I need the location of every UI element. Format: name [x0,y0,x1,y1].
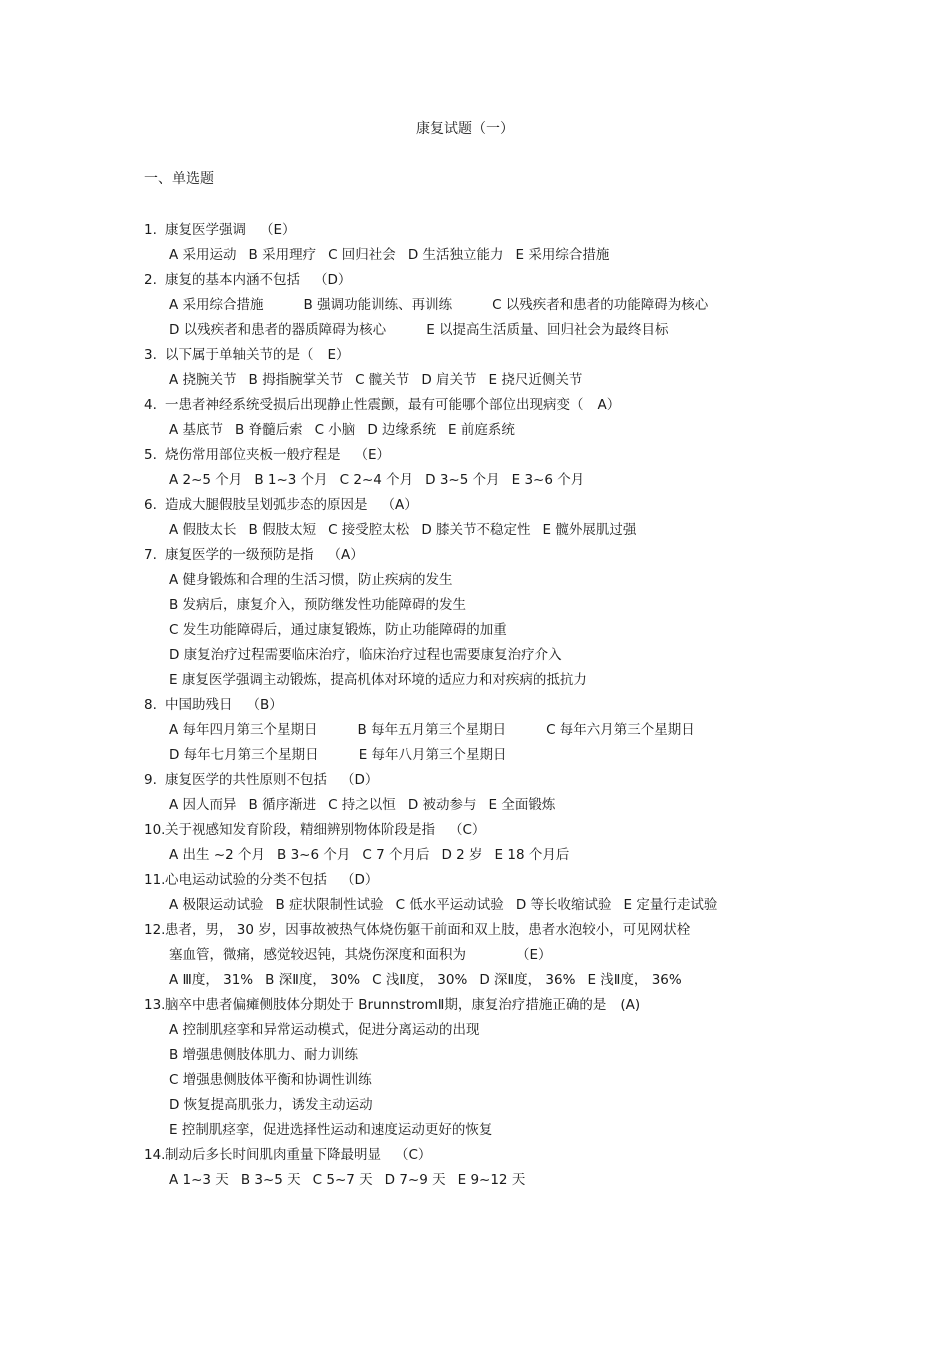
question-stem: 造成大腿假肢呈划弧步态的原因是 [165,497,368,513]
answer-option: A 基底节 [169,422,224,438]
question-number: 14. [144,1147,166,1163]
answer-option: A Ⅲ度， 31% [169,972,254,988]
question-stem-continued [165,943,814,968]
answer-option: C 接受腔太松 [328,522,410,538]
answer-option: E 以提高生活质量、回归社会为最终目标 [426,322,669,338]
answer-option: C 发生功能障碍后，通过康复锻炼，防止功能障碍的加重 [169,622,507,638]
question-stem-text: 塞血管，微痛，感觉较迟钝，其烧伤深度和面积为 [169,947,466,963]
question-stem-line [165,443,814,468]
answer-option: A 假肢太长 [169,522,237,538]
option-line [165,243,814,268]
answer-option: B 1~3 个月 [254,472,328,488]
answer-option: D 每年七月第三个星期日 [169,747,319,763]
question-item [144,768,814,818]
answer-option: B 3~5 天 [240,1172,301,1188]
answer-key: （A） [381,497,418,513]
option-line [165,718,814,743]
option-line [165,318,814,343]
question-number: 9. [144,772,157,788]
answer-key: A） [597,397,621,413]
answer-option: B 症状限制性试验 [275,897,384,913]
answer-option: B 3~6 个月 [277,847,351,863]
question-stem-line [165,693,814,718]
option-line [165,1068,814,1093]
option-line [165,1118,814,1143]
answer-option: E 前庭系统 [448,422,515,438]
question-number: 1. [144,222,157,238]
answer-option: D 边缘系统 [367,422,436,438]
question-number: 10. [144,822,166,838]
answer-option: E 康复医学强调主动锻炼，提高机体对环境的适应力和对疾病的抵抗力 [169,672,587,688]
question-number: 13. [144,997,166,1013]
option-line [165,743,814,768]
question-stem-line [165,218,814,243]
question-stem-line [165,993,814,1018]
question-item [144,543,814,693]
question-item [144,818,814,868]
question-stem: 一患者神经系统受损后出现静止性震颤，最有可能哪个部位出现病变（ [165,397,584,413]
answer-option: C 每年六月第三个星期日 [546,722,695,738]
answer-option: C 低水平运动试验 [395,897,504,913]
answer-option: C 浅Ⅱ度， 30% [372,972,468,988]
question-item [144,443,814,493]
section-heading: 一、单选题 [144,171,214,187]
answer-option: B 循序渐进 [248,797,317,813]
answer-option: A 极限运动试验 [169,897,264,913]
answer-option: E 9~12 天 [457,1172,526,1188]
question-number: 2. [144,272,157,288]
question-item [144,393,814,443]
question-stem: 中国助残日 [165,697,233,713]
option-line [165,1093,814,1118]
answer-option: B 脊髓后索 [235,422,303,438]
option-line [165,518,814,543]
question-stem: 康复医学的共性原则不包括 [165,772,327,788]
answer-option: D 以残疾者和患者的器质障碍为核心 [169,322,387,338]
answer-option: E 挠尺近侧关节 [488,372,583,388]
answer-key: E） [327,347,350,363]
answer-option: E 每年八月第三个星期日 [358,747,507,763]
answer-option: C 持之以恒 [328,797,396,813]
answer-key: （D） [341,772,379,788]
question-stem: 康复的基本内涵不包括 [165,272,300,288]
answer-option: E 采用综合措施 [515,247,610,263]
question-stem: 以下属于单轴关节的是（ [165,347,314,363]
answer-option: A 采用运动 [169,247,237,263]
option-line [165,668,814,693]
question-item [144,218,814,268]
answer-key: （D） [314,272,352,288]
answer-option: B 强调功能训练、再训练 [303,297,453,313]
answer-option: D 等长收缩试验 [515,897,612,913]
question-item [144,493,814,543]
answer-option: C 以残疾者和患者的功能障碍为核心 [492,297,709,313]
question-stem-line [165,493,814,518]
question-stem: 心电运动试验的分类不包括 [165,872,327,888]
option-line [165,418,814,443]
answer-option: C 增强患侧肢体平衡和协调性训练 [169,1072,372,1088]
question-number: 3. [144,347,157,363]
answer-option: D 2 岁 [441,847,483,863]
answer-key: （B） [246,697,283,713]
question-stem: 烧伤常用部位夹板一般疗程是 [165,447,341,463]
question-stem: 制动后多长时间肌肉重量下降最明显 [165,1147,381,1163]
answer-option: D 深Ⅱ度， 36% [479,972,576,988]
answer-option: D 康复治疗过程需要临床治疗，临床治疗过程也需要康复治疗介入 [169,647,562,663]
answer-option: E 髋外展肌过强 [542,522,637,538]
answer-option: D 肩关节 [421,372,477,388]
option-line [165,593,814,618]
answer-option: E 定量行走试验 [623,897,718,913]
question-item [144,868,814,918]
answer-option: C 2~4 个月 [339,472,414,488]
answer-key: （E） [260,222,296,238]
answer-option: B 发病后，康复介入，预防继发性功能障碍的发生 [169,597,467,613]
answer-option: D 被动参与 [407,797,477,813]
question-stem-line [165,343,814,368]
question-stem-line [165,393,814,418]
question-stem: 康复医学强调 [165,222,246,238]
question-stem: 患者，男， 30 岁，因事故被热气体烧伤躯干前面和双上肢，患者水泡较小，可见网状栓 [165,922,691,938]
answer-option: E 浅Ⅱ度， 36% [587,972,682,988]
question-stem: 脑卒中患者偏瘫侧肢体分期处于 BrunnstromⅡ期，康复治疗措施正确的是 [165,997,607,1013]
answer-option: B 增强患侧肢体肌力、耐力训练 [169,1047,359,1063]
question-item [144,343,814,393]
question-stem-line [165,768,814,793]
option-line [165,618,814,643]
answer-option: C 髋关节 [355,372,410,388]
question-stem-line [165,543,814,568]
answer-option: B 拇指腕掌关节 [248,372,344,388]
answer-option: D 恢复提高肌张力，诱发主动运动 [169,1097,373,1113]
question-item [144,1143,814,1193]
answer-option: B 采用理疗 [248,247,317,263]
question-item [144,268,814,343]
question-number: 6. [144,497,157,513]
answer-key: （D） [341,872,379,888]
answer-key: （C） [395,1147,432,1163]
answer-option: A 控制肌痉挛和异常运动模式，促进分离运动的出现 [169,1022,480,1038]
answer-option: A 采用综合措施 [169,297,264,313]
question-number: 7. [144,547,157,563]
answer-option: B 假肢太短 [248,522,317,538]
answer-option: C 5~7 天 [312,1172,373,1188]
question-stem: 康复医学的一级预防是指 [165,547,314,563]
question-number: 4. [144,397,157,413]
question-stem: 关于视感知发育阶段，精细辨别物体阶段是指 [165,822,435,838]
option-line [165,368,814,393]
answer-option: E 18 个月后 [494,847,570,863]
option-line [165,968,814,993]
answer-option: A 2~5 个月 [169,472,243,488]
answer-option: D 3~5 个月 [425,472,500,488]
answer-key: （A） [327,547,364,563]
question-stem-line [165,918,814,943]
answer-option: E 全面锻炼 [488,797,556,813]
answer-option: B 深Ⅱ度， 30% [265,972,361,988]
answer-option: D 膝关节不稳定性 [421,522,531,538]
question-stem-line [165,1143,814,1168]
question-number: 11. [144,872,166,888]
question-number: 8. [144,697,157,713]
answer-option: A 挠腕关节 [169,372,237,388]
answer-option: A 每年四月第三个星期日 [169,722,318,738]
document-title: 康复试题（一） [416,121,514,137]
question-stem-line [165,268,814,293]
answer-key: （E） [354,447,391,463]
answer-key: （E） [516,947,552,963]
question-number: 12. [144,922,166,938]
question-item [144,993,814,1143]
answer-option: A 因人而异 [169,797,237,813]
option-line [165,468,814,493]
answer-option: B 每年五月第三个星期日 [357,722,507,738]
answer-option: C 小脑 [314,422,356,438]
question-number: 5. [144,447,157,463]
question-stem-line [165,818,814,843]
answer-option: E 3~6 个月 [511,472,585,488]
option-line [165,843,814,868]
answer-key: (A) [620,997,641,1013]
question-item [144,693,814,768]
answer-option: A 出生 ~2 个月 [169,847,266,863]
answer-option: C 回归社会 [328,247,396,263]
answer-option: D 生活独立能力 [407,247,504,263]
option-line [165,568,814,593]
answer-option: C 7 个月后 [362,847,430,863]
answer-option: E 控制肌痉挛，促进选择性运动和速度运动更好的恢复 [169,1122,493,1138]
answer-key: （C） [449,822,486,838]
option-line [165,643,814,668]
question-item [144,918,814,993]
option-line [165,1043,814,1068]
option-line [165,1168,814,1193]
question-stem-line [165,868,814,893]
option-line [165,793,814,818]
option-line [165,293,814,318]
answer-option: A 健身锻炼和合理的生活习惯，防止疾病的发生 [169,572,453,588]
answer-option: D 7~9 天 [384,1172,446,1188]
option-line [165,893,814,918]
answer-option: A 1~3 天 [169,1172,229,1188]
question-list [144,218,814,1193]
option-line [165,1018,814,1043]
